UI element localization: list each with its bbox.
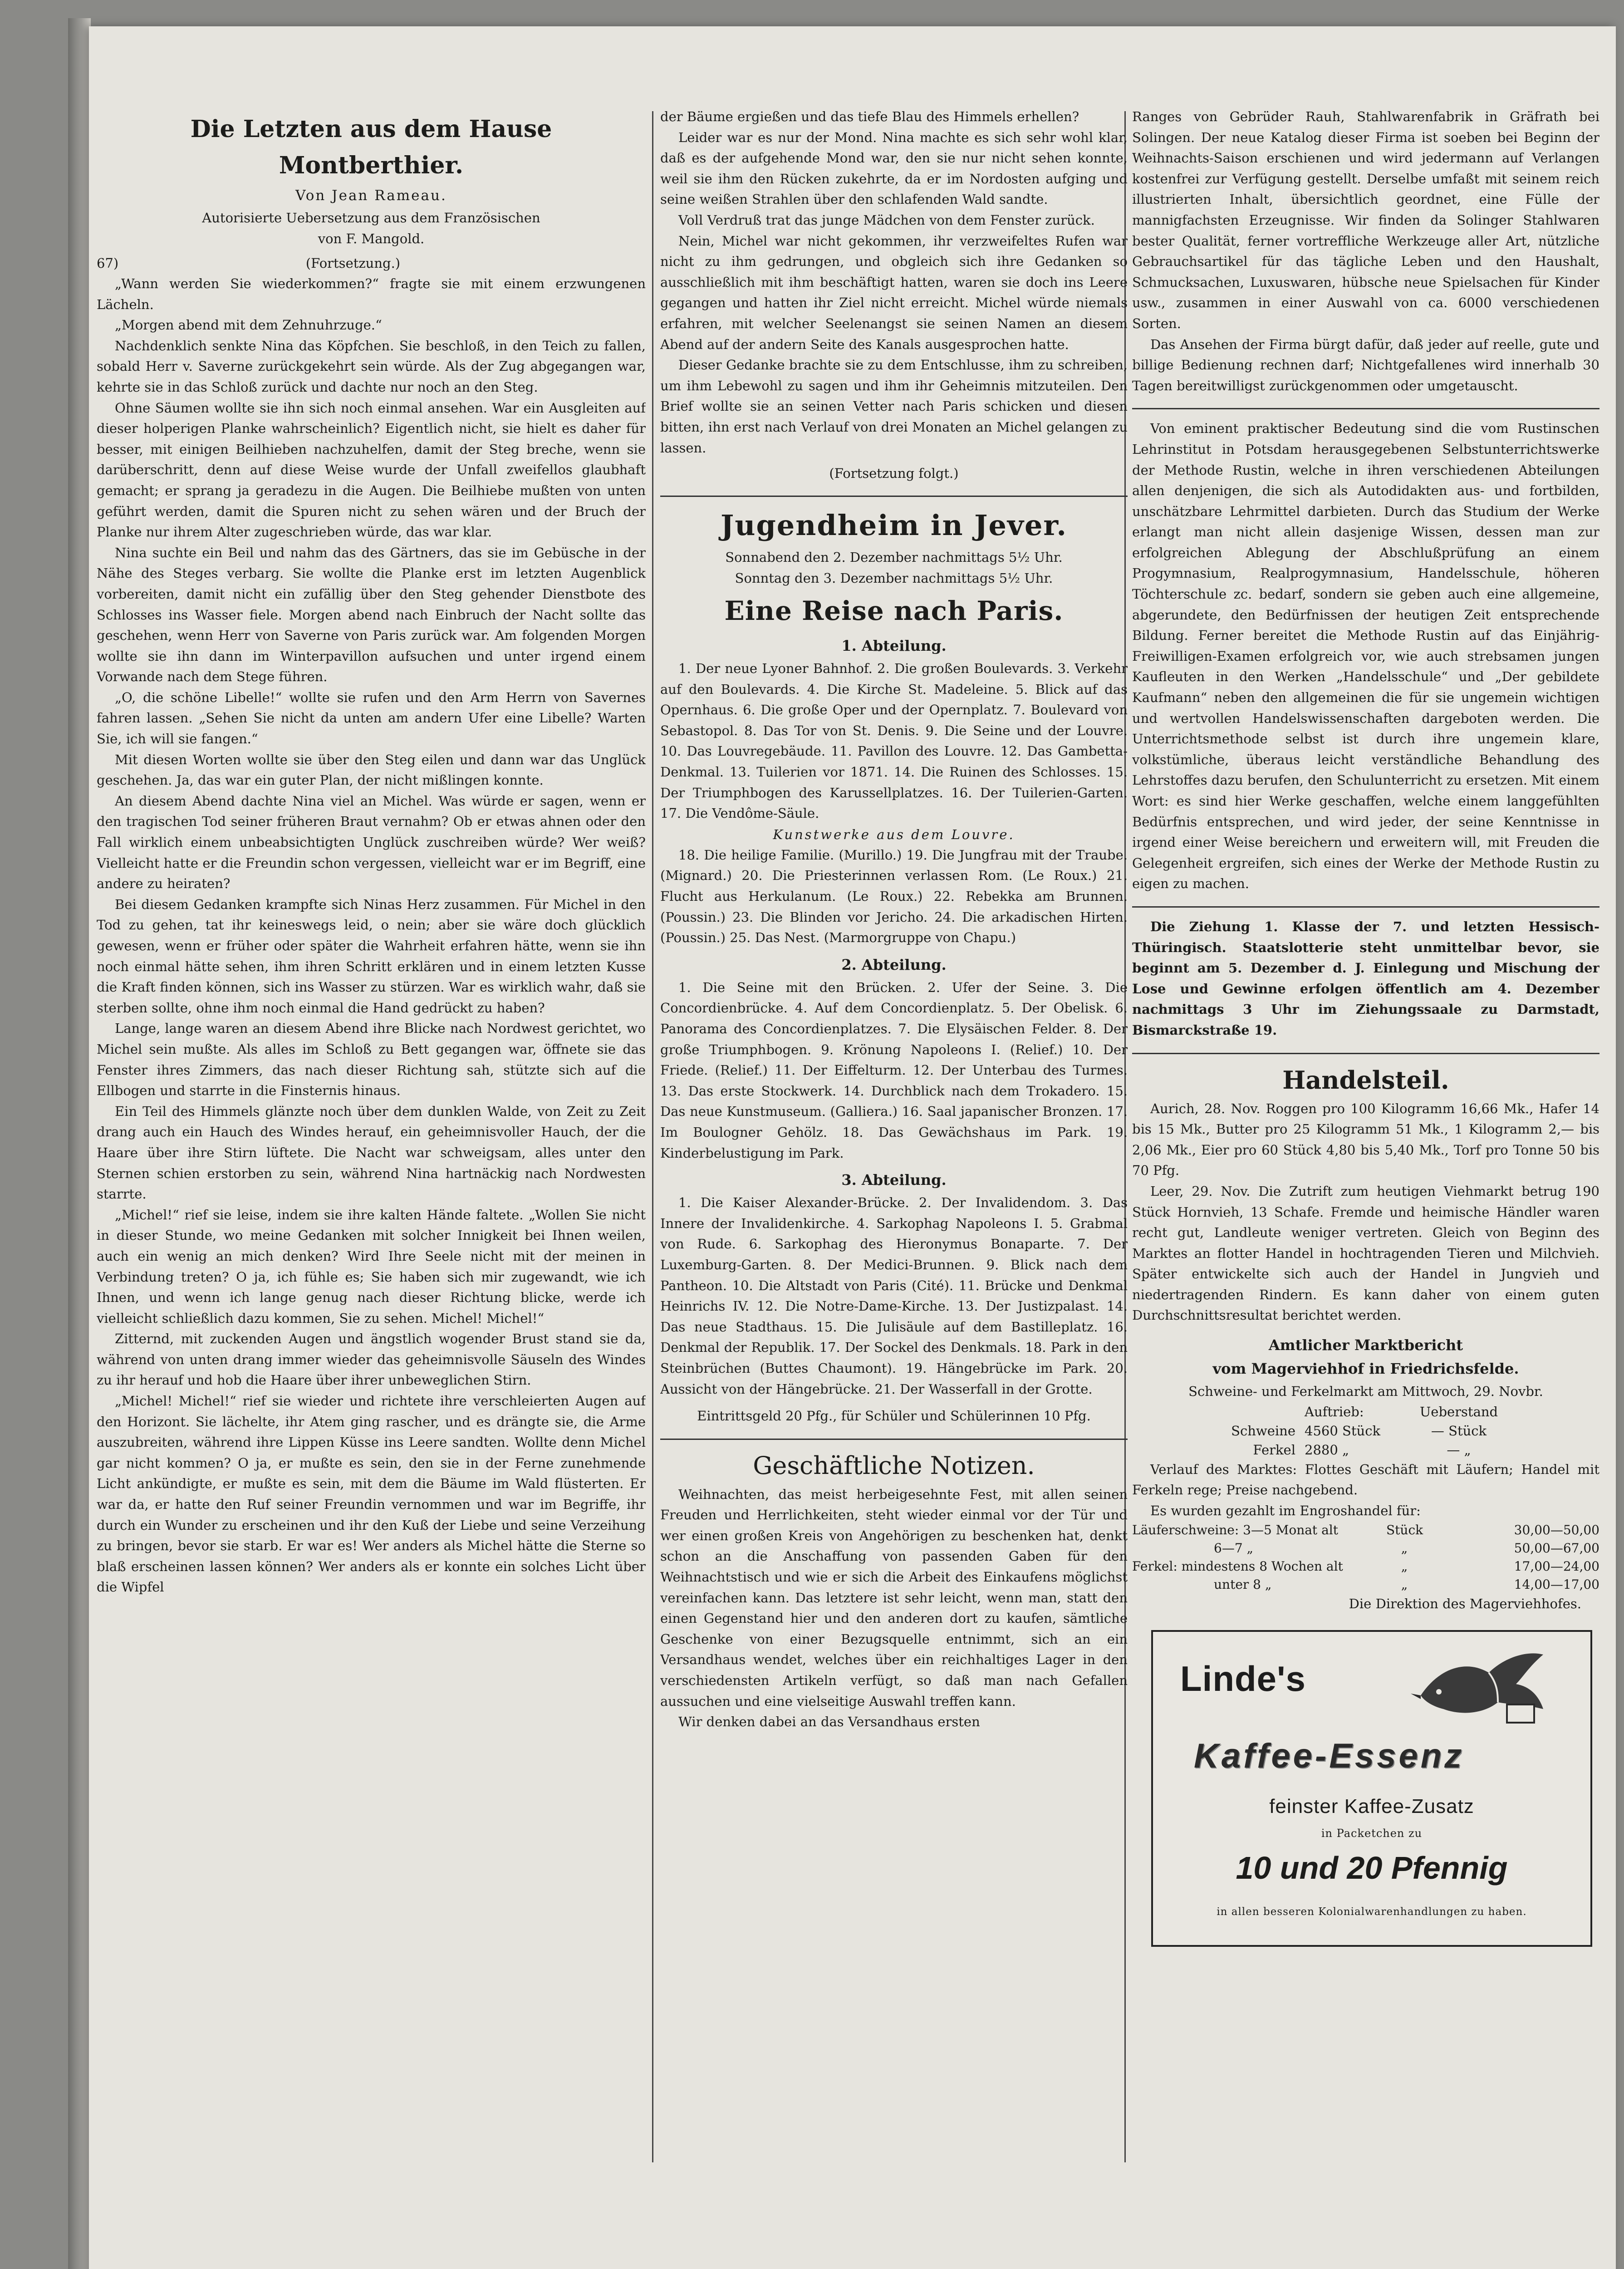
table-cell: 30,00—50,00: [1514, 1522, 1599, 1538]
paragraph: Ein Teil des Himmels glänzte noch über dem dunklen Walde, von Zeit zu Zeit drang auch ein Hauch des Windes herauf, ein geheimnisvoller Hauch, der die Haare über ihre Stirn lüftete. Die Nacht war schweigsam, alles unter den Sternen schien erstorben zu sein, während Nina hartnäckig nach Nordwesten starrte.: [97, 1103, 646, 1202]
paragraph: Nina suchte ein Beil und nahm das des Gärtners, das sie im Gebüsche in der Nähe des Steges verbarg. Sie wollte die Planke erst im letzten Augenblick vorbereiten, damit nicht ein zufällig über den Steg gehender Dienstbote des Schlosses ins Wasser fiele. Morgen abend nach Einbruch der Nacht sollte das geschehen, wenn Herr von Saverne von Paris zurück war. Am folgenden Morgen wollte sie ihn dann im Winterpavillon aufsuchen und unter irgend einem Vorwande nach dem Stege führen.: [97, 545, 646, 685]
table-cell: „: [1401, 1541, 1408, 1556]
table-cell: Ferkel: mindestens 8 Wochen alt: [1132, 1559, 1343, 1574]
paragraph: Leider war es nur der Mond. Nina machte es sich sehr wohl klar, daß es der aufgehende Mond war, den sie nur nicht sehen konnte, weil sie ihm den Rücken zukehrte, da er im Nordosten aufging und seine weißen Strahlen über den schlafenden Wald sandte.: [660, 129, 1128, 207]
column-3: [1132, 107, 1599, 2167]
story-body: [97, 274, 646, 1598]
advertisement: [1151, 1630, 1592, 1947]
table-cell: 6—7 „: [1214, 1541, 1254, 1556]
story-body-continued: [660, 107, 1128, 458]
story-author: Von Jean Rameau.: [295, 187, 447, 204]
paragraph: Weihnachten, das meist herbeigesehnte Fest, mit allen seinen Freuden und Herrlichkeiten, steht wieder einmal vor der Tür und wer einen großen Kreis von Angehörigen zu beschenken hat, denkt schon an die Anschaffung von passenden Gaben für den Weihnachtstisch und wie er sich die Arbeit des Einkaufens möglichst vereinfachen kann. Das letztere ist sehr leicht, wenn man, statt den einen Gegenstand hier und den anderen dort zu kaufen, sämtliche Geschenke von einer Bezugsquelle entnimmt, sich an ein Versandhaus wendet, welches über ein reichhaltiges Lager in den verschiedensten Artikeln verfügt, so daß man nach Gefallen aussuchen und eine vielseitige Auswahl treffen kann.: [660, 1486, 1128, 1709]
section-heading: 3. Abteilung.: [841, 1171, 947, 1189]
table-row: [1132, 1440, 1599, 1459]
notices-body-continued: [1132, 107, 1599, 396]
event-date-1: Sonnabend den 2. Dezember nachmittags 5½ Uhr.: [725, 550, 1063, 565]
market-course: Verlauf des Marktes: Flottes Geschäft mit Läufern; Handel mit Ferkeln rege; Preise nachgebend.: [1132, 1461, 1599, 1498]
table-row: [1132, 1557, 1599, 1576]
price-table: [1132, 1521, 1599, 1594]
table-row: [1132, 1521, 1599, 1539]
translation-note: Autorisierte Uebersetzung aus dem Französischen: [202, 210, 540, 226]
column-rule: [652, 111, 653, 2162]
notices-body: [660, 1484, 1128, 1733]
table-cell: 17,00—24,00: [1514, 1559, 1599, 1574]
divider: [660, 496, 1128, 497]
ad-product: Kaffee-Essenz: [1194, 1737, 1465, 1776]
table-cell: 4560 Stück: [1305, 1423, 1381, 1439]
paragraph: der Bäume ergießen und das tiefe Blau des Himmels erhellen?: [660, 109, 1079, 124]
paragraph: Bei diesem Gedanken krampfte sich Ninas Herz zusammen. Für Michel in den Tod zu gehen, tat ihr keineswegs leid, o nein; aber sie wäre doch glücklich gewesen, wenn er früher oder später die Wahrheit erfahren hätte, wenn sie ihn noch einmal hätte sehen, ihm ihren Schritt erklären und in einem letzten Kusse die Kraft finden können, sich ins Wasser zu stürzen. War es wirklich wahr, daß sie sterben sollte, ohne ihm noch einmal die Hand gedrückt zu haben?: [97, 896, 646, 1016]
table-row: [1132, 1576, 1599, 1594]
bird-icon: [1407, 1641, 1557, 1727]
event-date-2: Sonntag den 3. Dezember nachmittags 5½ Uhr.: [735, 570, 1053, 586]
section-heading: 2. Abteilung.: [841, 956, 947, 973]
section-heading: 1. Abteilung.: [841, 637, 947, 655]
divider: [1132, 1053, 1599, 1054]
livestock-table: [1132, 1402, 1599, 1459]
paragraph: Dieser Gedanke brachte sie zu dem Entschlusse, ihm zu schreiben, um ihm Lebewohl zu sagen und ihm ihr Geheimnis mitzuteilen. Den Brief wollte sie an seinen Vetter nach Paris schicken und diesen bitten, ihn erst nach Verlauf von drei Monaten an Michel gelangen zu lassen.: [660, 357, 1128, 456]
market-paid: Es wurden gezahlt im Engroshandel für:: [1150, 1503, 1421, 1518]
page-edge: [68, 18, 91, 2269]
travel-title: Eine Reise nach Paris.: [724, 595, 1064, 627]
paragraph: An diesem Abend dachte Nina viel an Michel. Was würde er sagen, wenn er den tragischen Tod seiner früheren Braut vernahm? Ob er etwas ahnen oder den Fall wirklich einem unbeabsichtigten Unglück zuschreiben würde? Wer weiß? Vielleicht hatte er die Freundin schon vergessen, vielleicht war er im Begriff, eine andere zu heiraten?: [97, 793, 646, 892]
ad-tagline: feinster Kaffee-Zusatz: [1269, 1795, 1474, 1818]
market-report-line: Schweine- und Ferkelmarkt am Mittwoch, 29. Novbr.: [1188, 1384, 1543, 1400]
table-cell: Stück: [1386, 1522, 1423, 1538]
divider: [660, 1439, 1128, 1440]
paragraph: „Michel! Michel!“ rief sie wieder und richtete ihre verschleierten Augen auf den Horizont. Sie lächelte, ihr Atem ging rascher, und es drängte sie, die Arme auszubreiten, während ihre Lippen Küsse ins Leere sandten. Wollte denn Michel gar nicht kommen? O ja, er mußte es sein, den sie in der Ferne zunehmende Licht ankündigte, er mußte es sein, mit dem die Bäume im Wald flüsterten. Er war da, er hatte den Ruf seiner Freundin vernommen und war im Begriffe, ihr durch ein Wunder zu erscheinen und ihr den Kuß der Liebe und seine Verzeihung zu bringen, bevor sie starb. Er war es! Wer anders als Michel hätte die Sterne so blaß erscheinen lassen können? Wer anders als er konnte ein solches Licht über die Wipfel: [97, 1393, 646, 1595]
kunst-heading: Kunstwerke aus dem Louvre.: [773, 826, 1015, 842]
paragraph: „Michel!“ rief sie leise, indem sie ihre kalten Hände faltete. „Wollen Sie nicht in dieser Stunde, wo meine Gedanken mit solcher Innigkeit bei Ihnen weilen, auch ein wenig an mich denken? Wird Ihre Seele nicht mit der meinen in Verbindung treten? O ja, ich fühle es; Sie haben sich mir zugewandt, wie ich Ihnen, und wenn ich lange genug nach dieser Richtung blicke, werde ich vielleicht schließlich dazu kommen, Sie zu sehen. Michel! Michel!“: [97, 1207, 646, 1326]
notices-title: Geschäftliche Notizen.: [753, 1451, 1035, 1480]
section-text: 1. Der neue Lyoner Bahnhof. 2. Die großen Boulevards. 3. Verkehr auf den Boulevards. 4. Die Kirche St. Madeleine. 5. Blick auf das Opernhaus. 6. Die große Oper und der Opernplatz. 7. Boulevard von Sebastopol. 8. Das Tor von St. Denis. 9. Die Seine und der Louvre. 10. Das Louvregebäude. 11. Pavillon des Louvre. 12. Das Gambetta-Denkmal. 13. Tuilerien vor 1871. 14. Die Ruinen des Schlosses. 15. Der Triumphbogen des Karussellplatzes. 16. Der Tuilerien-Garten. 17. Die Vendôme-Säule.: [660, 661, 1128, 821]
table-cell: „: [1401, 1577, 1408, 1592]
lottery-notice: Die Ziehung 1. Klasse der 7. und letzten Hessisch-Thüringisch. Staatslotterie steht unmittelbar bevor, sie beginnt am 5. Dezember d. J. Einlegung und Mischung der Lose und Gewinne erfolgen öffentlich am 4. Dezember nachmittags 3 Uhr im Ziehungssaale zu Darmstadt, Bismarckstraße 19.: [1132, 918, 1599, 1038]
paragraph: Mit diesen Worten wollte sie über den Steg eilen und dann war das Unglück geschehen. Ja, das war ein guter Plan, der nicht mißlingen konnte.: [97, 751, 646, 788]
table-row: [1132, 1539, 1599, 1557]
table-cell: 2880 „: [1305, 1442, 1349, 1458]
translator: von F. Mangold.: [318, 231, 425, 246]
market-leer: Leer, 29. Nov. Die Zutrift zum heutigen Viehmarkt betrug 190 Stück Hornvieh, 13 Schafe. Fremde und heimische Händler waren recht gut, Landleute weniger vertreten. Gleich von Beginn des Marktes an flotter Handel in hochtragenden Tieren und Milchvieh. Später entwickelte sich auch der Handel in Jungvieh und niedertragenden Rindern. Es kann daher von einem guten Durchschnittsresultat berichtet werden.: [1132, 1183, 1599, 1323]
divider: [1132, 906, 1599, 908]
section-text: 18. Die heilige Familie. (Murillo.) 19. Die Jungfrau mit der Traube. (Mignard.) 20. Die Priesterinnen verlassen Rom. (Le Roux.) 21. Flucht aus Herkulanum. (Le Roux.) 22. Rebekka am Brunnen. (Poussin.) 23. Die Blinden vor Jericho. 24. Die arkadischen Hirten. (Poussin.) 25. Das Nest. (Marmorgruppe von Chapu.): [660, 847, 1128, 946]
market-signature: Die Direktion des Magerviehhofes.: [1349, 1596, 1581, 1612]
table-cell: — Stück: [1431, 1423, 1487, 1439]
ad-price: 10 und 20 Pfennig: [1236, 1850, 1508, 1886]
ad-shops: in allen besseren Kolonialwarenhandlungen zu haben.: [1217, 1906, 1527, 1918]
divider: [1132, 408, 1599, 409]
table-cell: Läuferschweine: 3—5 Monat alt: [1132, 1522, 1338, 1538]
livestock-table-header: [1132, 1402, 1599, 1421]
section-text: 1. Die Seine mit den Brücken. 2. Ufer der Seine. 3. Die Concordienbrücke. 4. Auf dem Concordienplatz. 5. Der Obelisk. 6. Panorama des Concordienplatzes. 7. Die Elysäischen Felder. 8. Der große Triumphbogen. 9. Krönung Napoleons I. (Relief.) 10. Der Friede. (Relief.) 11. Der Eiffelturm. 12. Der Unterbau des Turmes. 13. Das erste Stockwerk. 14. Durchblick nach dem Trokadero. 15. Das neue Kunstmuseum. (Galliera.) 16. Saal japanischer Bronzen. 17. Im Boulogner Gehölz. 18. Das Gewächshaus im Park. 19. Kinderbelustigung im Park.: [660, 979, 1128, 1161]
header-cell: Ueberstand: [1419, 1404, 1498, 1419]
entry-fee: Eintrittsgeld 20 Pfg., für Schüler und Schülerinnen 10 Pfg.: [697, 1408, 1091, 1424]
ad-brand: Linde's: [1180, 1659, 1306, 1699]
market-report-subtitle: vom Magerviehhof in Friedrichsfelde.: [1212, 1360, 1519, 1378]
story-title: Die Letzten aus dem Hause Montberthier.: [190, 115, 552, 179]
jugendheim-title: Jugendheim in Jever.: [721, 509, 1067, 542]
table-row: [1132, 1421, 1599, 1440]
to-be-continued: (Fortsetzung folgt.): [829, 466, 959, 481]
paragraph: Lange, lange waren an diesem Abend ihre Blicke nach Nordwest gerichtet, wo Michel sein mußte. Als alles im Schloß zu Bett gegangen war, öffnete sie das Fenster ihres Zimmers, das nach dieser Richtung sah, stützte sich auf die Ellbogen und starrte in die Finsternis hinaus.: [97, 1021, 646, 1099]
table-cell: Schweine: [1231, 1423, 1295, 1439]
paragraph: Ohne Säumen wollte sie ihn sich noch einmal ansehen. War ein Ausgleiten auf dieser holperigen Planke wahrscheinlich? Eigentlich nicht, sie hielt es daher für besser, mit einigen Beilhieben nachzuhelfen, damit der Steg breche, wenn sie darüberschritt, denn auf diese Weise wurde der Unfall zweifellos glaubhaft gemacht; er sprang ja geradezu in die Augen. Die Beilhiebe mußten von unten geführt werden, damit die Spuren nicht zu sehen wären und der Bruch der Planke nur ihrem Alter zugeschrieben würde, das war klar.: [97, 400, 646, 540]
table-cell: Ferkel: [1253, 1442, 1295, 1458]
column-2: [660, 107, 1128, 2167]
market-report-title: Amtlicher Marktbericht: [1268, 1336, 1463, 1354]
market-aurich: Aurich, 28. Nov. Roggen pro 100 Kilogramm 16,66 Mk., Hafer 14 bis 15 Mk., Butter pro 25 Kilogramm 51 Mk., 1 Kilogramm 2,— bis 2,06 Mk., Eier pro 60 Stück 4,80 bis 5,40 Mk., Torf pro Tonne 50 bis 70 Pfg.: [1132, 1100, 1599, 1179]
column-1: [97, 107, 646, 2167]
table-cell: 50,00—67,00: [1514, 1541, 1599, 1556]
rustin-notice: Von eminent praktischer Bedeutung sind die vom Rustinschen Lehrinstitut in Potsdam herausgegebenen Selbstunterrichtswerke der Methode Rustin, welche in ihren verschiedenen Abteilungen allen denjenigen, die sich als Autodidakten aus- und fortbilden, unschätzbare Lehrmittel darbieten. Durch das Studium der Werke erlangt man nicht allein dasjenige Wissen, dessen man zur erfolgreichen Ablegung der Abschlußprüfung an einem Progymnasium, Realprogymnasium, Handelsschule, höheren Töchterschule zc. bedarf, sondern sie geben auch eine allgemeine, abgerundete, den Bedürfnissen der heutigen Zeit entsprechende Bildung. Ferner bereitet die Methode Rustin auf das Einjährig-Freiwilligen-Examen erfolgreich vor, wie auch strebsamen jungen Kaufleuten in den Werken „Handelsschule“ und „Der gebildete Kaufmann“ neben den allgemeinen die für sie ungemein wichtigen und wertvollen Handelswissenschaften dargeboten werden. Die Unterrichtsmethode selbst ist durch ihre ungemein klare, volkstümliche, überaus leicht verständliche Behandlung des Lehrstoffes dazu berufen, den Schulunterricht zu ersetzen. Mit einem Wort: es sind hier Werke geschaffen, welche einem langgefühlten Bedürfnis entsprechen, und wird jeder, der seine Kenntnisse in irgend einer Weise bereichern und erweitern will, mit Freuden die Gelegenheit ergreifen, sich eines der Werke der Methode Rustin zu eigen zu machen.: [1132, 421, 1599, 892]
paragraph: Zitternd, mit zuckenden Augen und ängstlich wogender Brust stand sie da, während von unten drang immer wieder das geheimnisvolle Säuseln des Windes zu ihr herauf und hob die Haare über ihrer unbeweglichen Stirn.: [97, 1331, 646, 1388]
continuation-line: [97, 253, 646, 274]
paragraph: Voll Verdruß trat das junge Mädchen von dem Fenster zurück.: [678, 212, 1095, 228]
table-cell: 14,00—17,00: [1514, 1577, 1599, 1592]
continuation-label: (Fortsetzung.): [305, 255, 401, 271]
paragraph: Nein, Michel war nicht gekommen, ihr verzweifeltes Rufen war nicht zu ihm gedrungen, und obgleich sich ihre Gedanken so ausschließlich mit ihm beschäftigt hatten, waren sie doch ins Leere gegangen und hatten ihr Ziel nicht erreicht. Michel würde niemals erfahren, mit welcher Seelenangst sie seinen Namen an diesem Abend auf der andern Seite des Kanals ausgesprochen hatte.: [660, 233, 1128, 352]
table-cell: — „: [1447, 1442, 1471, 1458]
paragraph: „Morgen abend mit dem Zehnuhrzuge.“: [115, 317, 382, 333]
ad-packing: in Packetchen zu: [1321, 1827, 1423, 1840]
trade-title: Handelsteil.: [1282, 1065, 1449, 1095]
paragraph: „Wann werden Sie wiederkommen?“ fragte sie mit einem erzwungenen Lächeln.: [97, 276, 646, 312]
paragraph: Das Ansehen der Firma bürgt dafür, daß jeder auf reelle, gute und billige Bedienung rechnen darf; Nichtgefallenes wird innerhalb 30 Tagen bereitwilligst zurückgenommen oder umgetauscht.: [1132, 336, 1599, 393]
table-cell: unter 8 „: [1214, 1577, 1272, 1592]
paragraph: Ranges von Gebrüder Rauh, Stahlwarenfabrik in Gräfrath bei Solingen. Der neue Katalog dieser Firma ist soeben bei Beginn der Weihnachts-Saison erschienen und wird jedermann auf Verlangen kostenfrei zur Verfügung gestellt. Derselbe umfaßt mit seinem reich illustrierten Inhalt, übersichtlich geordnet, eine Fülle der mannigfachsten Erzeugnisse. Wir finden da Solinger Stahlwaren bester Qualität, ferner vortreffliche Werkzeuge aller Art, nützliche Gebrauchsartikel für das tägliche Leben und den Haushalt, Schmucksachen, Luxuswaren, hübsche neue Spielsachen für Kinder usw., zusammen in einer Auswahl von ca. 6000 verschiedenen Sorten.: [1132, 109, 1599, 331]
episode-number: 67): [97, 255, 119, 271]
paragraph: Wir denken dabei an das Versandhaus ersten: [678, 1714, 980, 1730]
paragraph: „O, die schöne Libelle!“ wollte sie rufen und den Arm Herrn von Savernes fahren lassen. „Sehen Sie nicht da unten am andern Ufer eine Libelle? Warten Sie, ich will sie fangen.“: [97, 689, 646, 747]
paragraph: Nachdenklich senkte Nina das Köpfchen. Sie beschloß, in den Teich zu fallen, sobald Herr v. Saverne zurückgekehrt sein würde. Als der Zug abgegangen war, kehrte sie in das Schloß zurück und dachte nur noch an den Steg.: [97, 338, 646, 395]
section-text: 1. Die Kaiser Alexander-Brücke. 2. Der Invalidendom. 3. Das Innere der Invalidenkirche. 4. Sarkophag Napoleons I. 5. Grabmal von Rude. 6. Sarkophag des Hieronymus Bonaparte. 7. Der Luxemburg-Garten. 8. Der Medici-Brunnen. 9. Blick nach dem Pantheon. 10. Die Altstadt von Paris (Cité). 11. Brücke und Denkmal Heinrichs IV. 12. Die Notre-Dame-Kirche. 13. Der Justizpalast. 14. Das neue Stadthaus. 15. Die Julisäule auf dem Bastilleplatz. 16. Denkmal der Republik. 17. Der Sockel des Denkmals. 18. Park in den Steinbrüchen (Buttes Chaumont). 19. Hängebrücke im Park. 20. Aussicht von der Hängebrücke. 21. Der Wasserfall in der Grotte.: [660, 1195, 1128, 1397]
table-cell: „: [1401, 1559, 1408, 1574]
header-cell: Auftrieb:: [1305, 1404, 1364, 1419]
